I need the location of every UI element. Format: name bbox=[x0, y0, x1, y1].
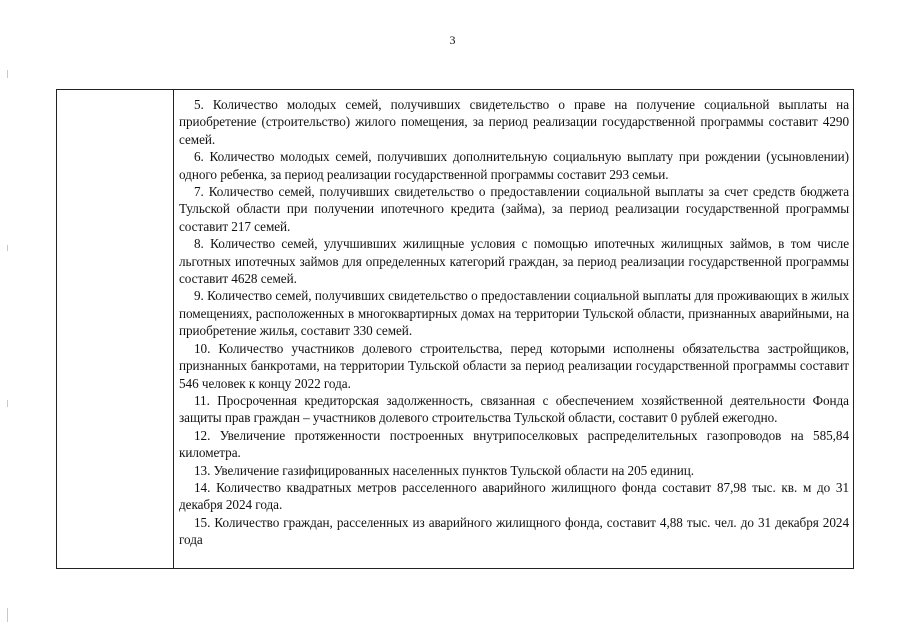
indicator-item-11: 11. Просроченная кредиторская задолженность, связанная с обеспечением хозяйственной деятельности Фонда защиты прав граждан – участников долевого строительства Тульской области, составит 0 рублей ежегодно. bbox=[179, 392, 849, 426]
scan-mark bbox=[7, 70, 8, 78]
indicator-item-6: 6. Количество молодых семей, получивших дополнительную социальную выплату при рождении (усыновлении) одного ребенка, за период реализации государственной программы составит 293 семьи. bbox=[179, 149, 849, 182]
page-number: 3 bbox=[449, 33, 456, 47]
document-table bbox=[56, 89, 854, 569]
indicator-item-14: 14. Количество квадратных метров расселенного аварийного жилищного фонда составит 87,98 тыс. кв. м до 31 декабря 2024 года. bbox=[179, 479, 849, 513]
indicator-item-15: 15. Количество граждан, расселенных из аварийного жилищного фонда, составит 4,88 тыс. чел. до 31 декабря 2024 года bbox=[179, 514, 849, 548]
indicator-item-7: 7. Количество семей, получивших свидетельство о предоставлении социальной выплаты за счет средств бюджета Тульской области при получении ипотечного кредита (займа), за период реализации государственной программы составит 217 семей. bbox=[179, 184, 849, 234]
indicator-item-5: 5. Количество молодых семей, получивших свидетельство о праве на получение социальной выплаты на приобретение (строительство) жилого помещения, за период реализации государственной программы составит 4290 семей. bbox=[179, 97, 849, 147]
scan-mark bbox=[7, 245, 8, 251]
indicator-item-9: 9. Количество семей, получивших свидетельство о предоставлении социальной выплаты для проживающих в жилых помещениях, расположенных в многоквартирных домах на территории Тульской области, признанных аварийными, на приобретение жилья, составит 330 семей. bbox=[179, 288, 849, 339]
table-right-cell bbox=[174, 90, 853, 568]
indicator-item-8: 8. Количество семей, улучшивших жилищные условия с помощью ипотечных жилищных займов, в том числе льготных ипотечных займов для определенных категорий граждан, за период реализации государственной программы составит 4628 семей. bbox=[179, 236, 849, 287]
scan-mark bbox=[7, 608, 8, 622]
indicator-item-10: 10. Количество участников долевого строительства, перед которыми исполнены обязательства застройщиков, признанных банкротами, на территории Тульской области за период реализации государственной программы составит 546 человек к концу 2022 года. bbox=[179, 340, 849, 391]
indicator-item-13: 13. Увеличение газифицированных населенных пунктов Тульской области на 205 единиц. bbox=[194, 462, 694, 478]
table-left-cell bbox=[57, 90, 174, 568]
scan-mark bbox=[7, 400, 8, 407]
indicator-item-12: 12. Увеличение протяженности построенных внутрипоселковых распределительных газопроводов на 585,84 километра. bbox=[179, 427, 849, 461]
